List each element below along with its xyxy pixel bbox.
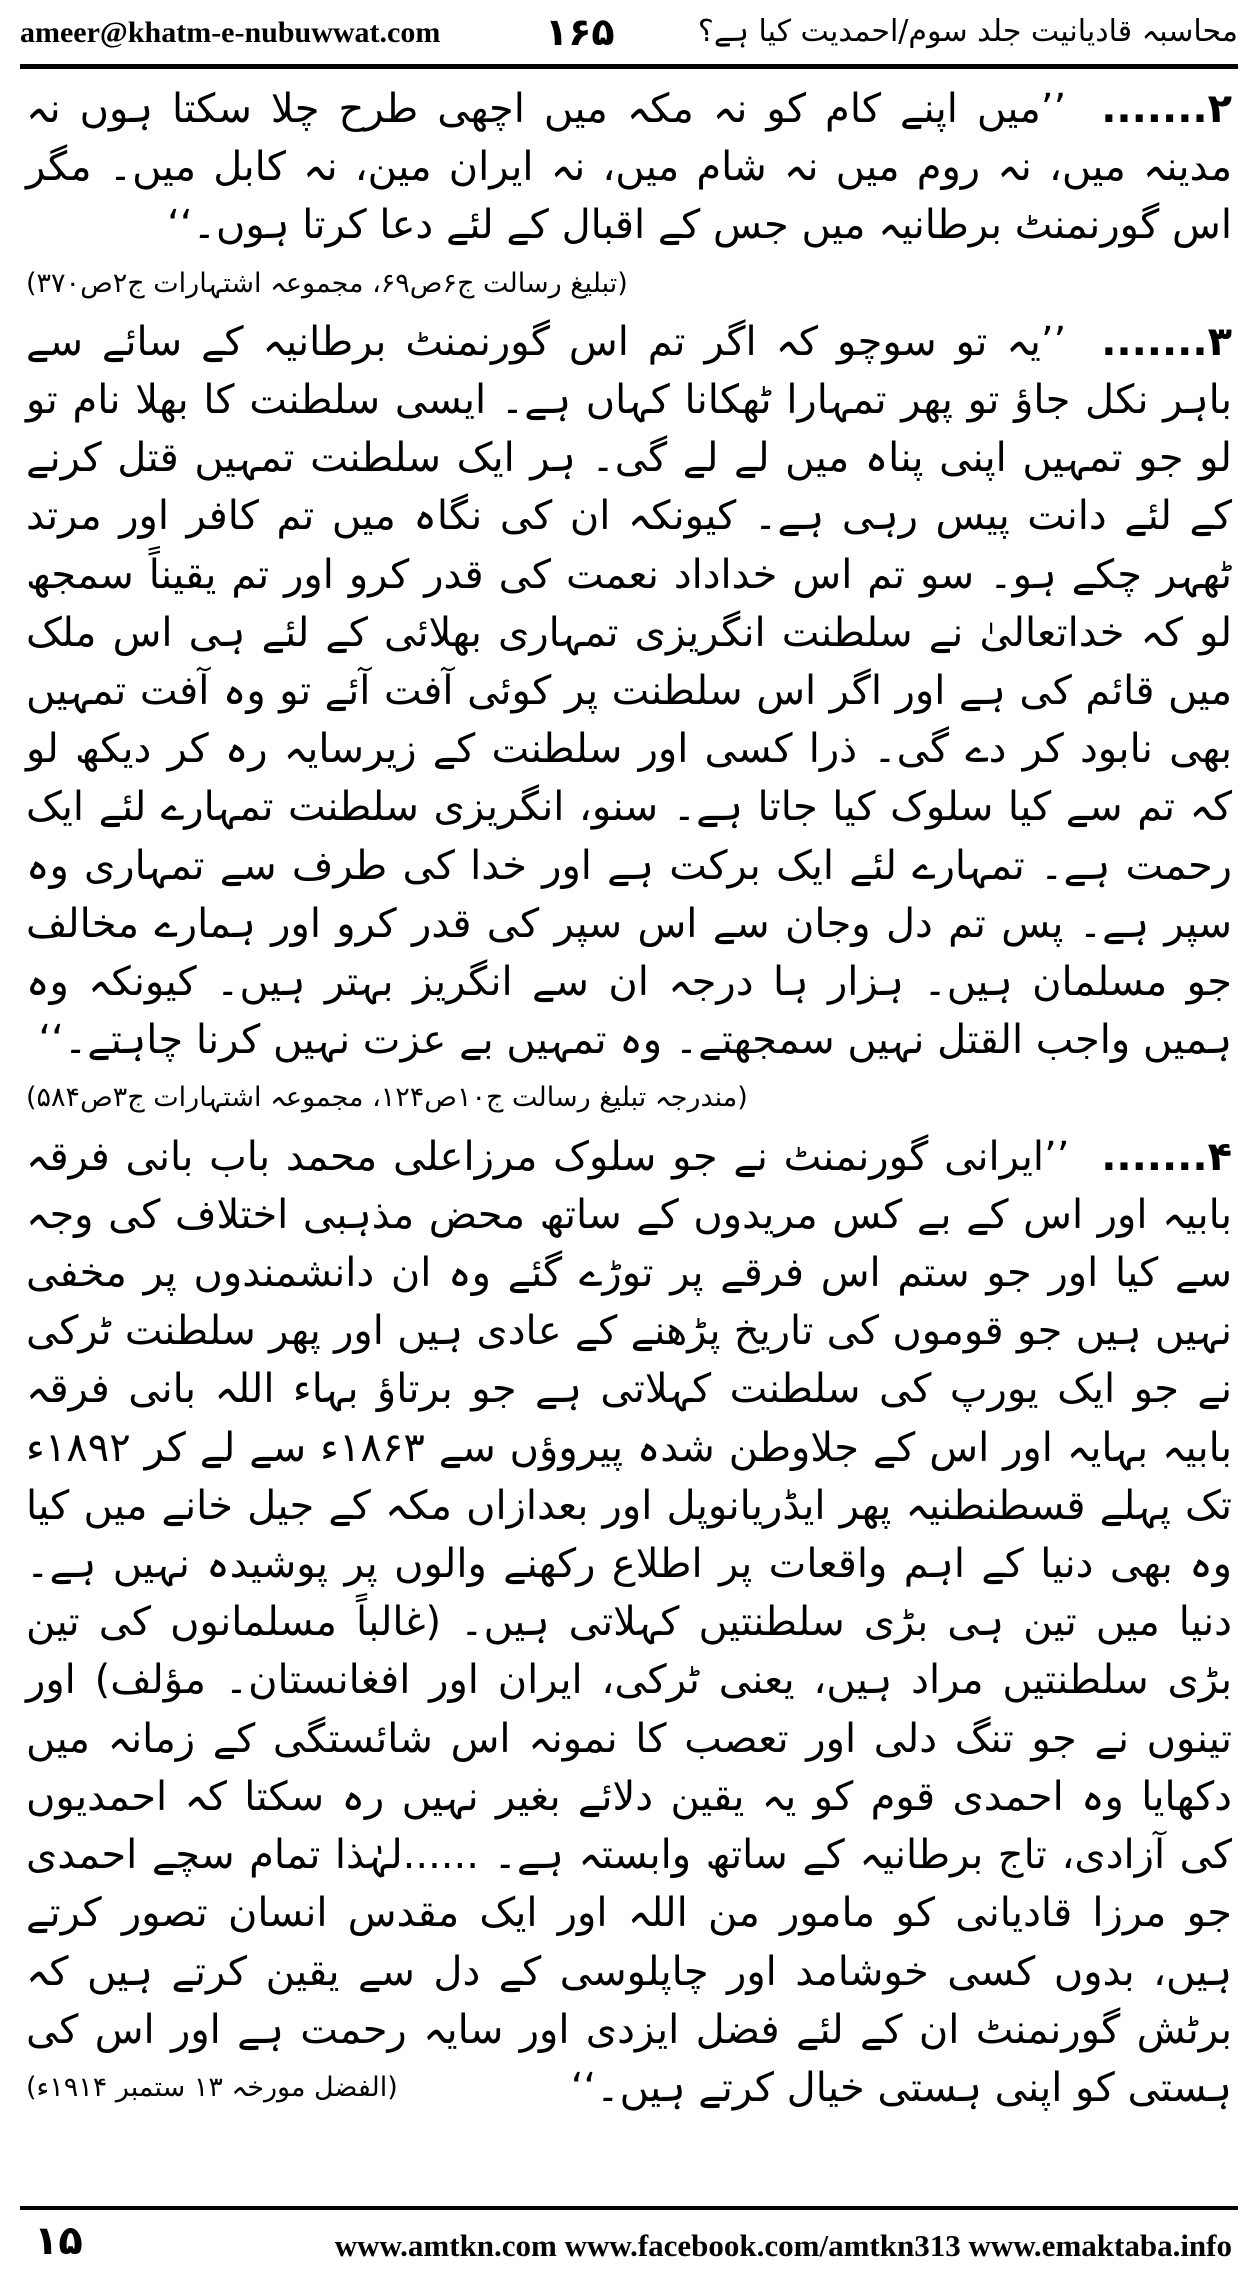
paragraph-number: ۳....... xyxy=(1101,318,1232,365)
paragraph-number: ۲....... xyxy=(1101,86,1233,132)
footer-page-number: ۱۵ xyxy=(34,2218,83,2264)
header-title: محاسبہ قادیانیت جلد سوم/احمدیت کیا ہے؟ xyxy=(697,14,1238,49)
paragraph-2 xyxy=(26,80,1233,299)
reference-citation: (تبلیغ رسالت ج۶ص۶۹، مجموعہ اشتہارات ج۲ص۳۷۰) xyxy=(26,267,628,299)
reference-citation: (مندرجہ تبلیغ رسالت ج۱۰ص۱۲۴، مجموعہ اشتہارات ج۳ص۵۸۴) xyxy=(26,1082,748,1114)
paragraph-4 xyxy=(26,1128,1232,2117)
footer-links[interactable]: www.amtkn.com www.facebook.com/amtkn313 www.emaktaba.info xyxy=(334,2228,1232,2263)
header-divider xyxy=(20,64,1238,69)
paragraph-3 xyxy=(26,313,1232,1114)
document-body xyxy=(26,80,1232,2160)
footer-divider xyxy=(20,2206,1238,2210)
header-page-number: ۱۶۵ xyxy=(545,10,615,54)
paragraph-number: ۴....... xyxy=(1101,1133,1232,1180)
paragraph-text: ’’ایرانی گورنمنٹ نے جو سلوک مرزاعلی محمد باب بانی فرقہ بابیہ اور اس کے بے کس مریدوں کے ساتھ محض مذہبی اختلاف کی وجہ سے کیا اور جو ستم اس فرقے پر توڑے گئے وہ ان دانشمندوں پر مخفی نہیں ہیں جو قوموں کی تاریخ پڑھنے کے عادی ہیں اور پھر سلطنت ٹرکی نے جو ایک یورپ کی سلطنت کہلاتی ہے جو برتاؤ بہاء اللہ بانی فرقہ بابیہ بہایہ اور اس کے جلاوطن شدہ پیروؤں سے ۱۸۶۳ء سے لے کر ۱۸۹۲ء تک پہلے قسطنطنیہ پھر ایڈریانوپل اور بعدازاں مکہ کے جیل خانے میں کیا وہ بھی دنیا کے اہم واقعات پر اطلاع رکھنے والوں پر پوشیدہ نہیں ہے۔ دنیا میں تین ہی بڑی سلطنتیں کہلاتی ہیں۔ (غالباً مسلمانوں کی تین بڑی سلطنتیں مراد ہیں، یعنی ٹرکی، ایران اور افغانستان۔ مؤلف) اور تینوں نے جو تنگ دلی اور تعصب کا نمونہ اس شائستگی کے زمانہ میں دکھایا وہ احمدی قوم کو یہ یقین دلائے بغیر نہیں رہ سکتا کہ احمدیوں کی آزادی، تاج برطانیہ کے ساتھ وابستہ ہے۔ ......لہٰذا تمام سچے احمدی جو مرزا قادیانی کو مامور من اللہ اور ایک مقدس انسان تصور کرتے ہیں، بدوں کسی خوشامد اور چاپلوسی کے دل سے یقین کرتے ہیں کہ برٹش گورنمنٹ ان کے لئے فضل ایزدی اور سایہ رحمت ہے اور اس کی ہستی کو اپنی ہستی خیال کرتے ہیں۔‘‘ xyxy=(26,1133,1232,2111)
page-footer xyxy=(20,2218,1238,2270)
page-header xyxy=(20,10,1238,60)
paragraph-text: ’’یہ تو سوچو کہ اگر تم اس گورنمنٹ برطانیہ کے سائے سے باہر نکل جاؤ تو پھر تمہارا ٹھکانا کہاں ہے۔ ایسی سلطنت کا بھلا نام تو لو جو تمہیں اپنی پناہ میں لے لے گی۔ ہر ایک سلطنت تمہیں قتل کرنے کے لئے دانت پیس رہی ہے۔ کیونکہ ان کی نگاہ میں تم کافر اور مرتد ٹھہر چکے ہو۔ سو تم اس خداداد نعمت کی قدر کرو اور تم یقیناً سمجھ لو کہ خداتعالیٰ نے سلطنت انگریزی تمہاری بھلائی کے لئے ہی اس ملک میں قائم کی ہے اور اگر اس سلطنت پر کوئی آفت آئے تو وہ آفت تمہیں بھی نابود کر دے گی۔ ذرا کسی اور سلطنت کے زیرسایہ رہ کر دیکھ لو کہ تم سے کیا سلوک کیا جاتا ہے۔ سنو، انگریزی سلطنت تمہارے لئے ایک رحمت ہے۔ تمہارے لئے ایک برکت ہے اور خدا کی طرف سے تمہاری وہ سپر ہے۔ پس تم دل وجان سے اس سپر کی قدر کرو اور ہمارے مخالف جو مسلمان ہیں۔ ہزار ہا درجہ ان سے انگریز بہتر ہیں۔ کیونکہ وہ ہمیں واجب القتل نہیں سمجھتے۔ وہ تمہیں بے عزت نہیں کرنا چاہتے۔‘‘ xyxy=(26,318,1232,1064)
paragraph-text: ’’میں اپنے کام کو نہ مکہ میں اچھی طرح چلا سکتا ہوں نہ مدینہ میں، نہ روم میں نہ شام میں، نہ ایران مین، نہ کابل میں۔ مگر اس گورنمنٹ برطانیہ میں جس کے اقبال کے لئے دعا کرتا ہوں۔‘‘ xyxy=(26,86,1232,249)
reference-citation: (الفضل مورخہ ۱۳ ستمبر ۱۹۱۴ء) xyxy=(26,2071,398,2103)
header-email[interactable]: ameer@khatm-e-nubuwwat.com xyxy=(20,16,441,49)
